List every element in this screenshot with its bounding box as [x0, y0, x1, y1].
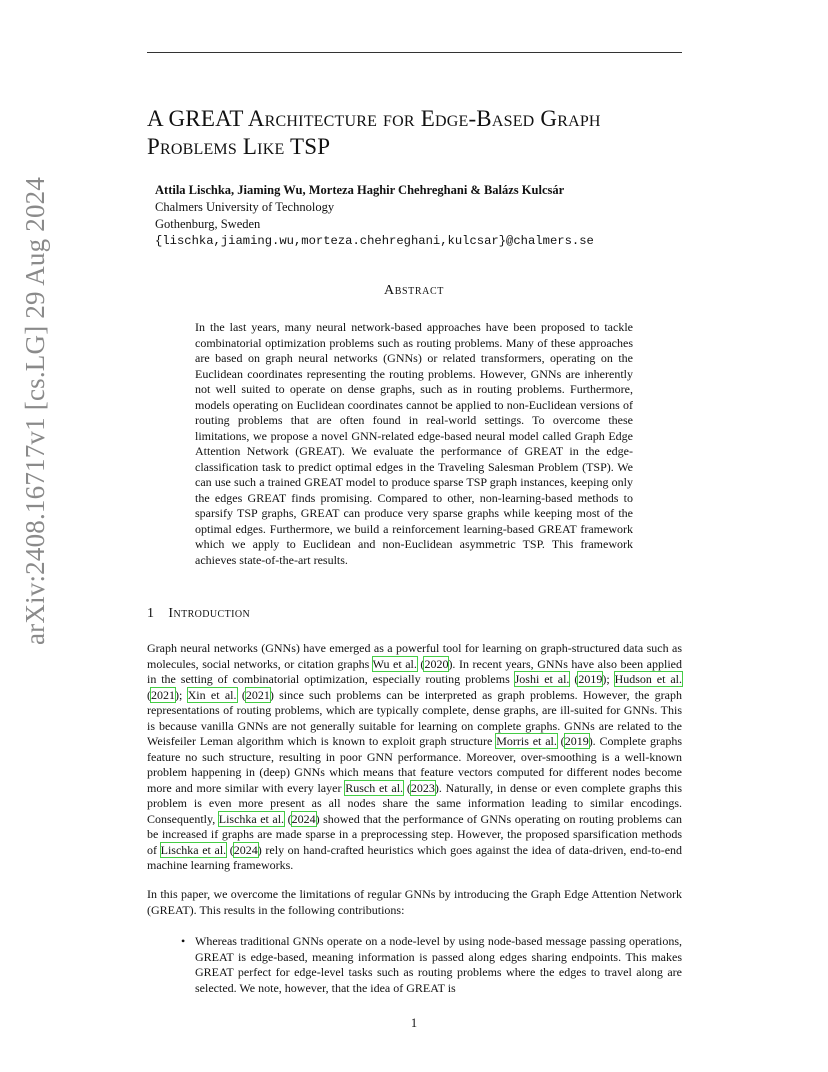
citation-year-link[interactable]: 2023	[410, 780, 435, 795]
author-block	[155, 182, 695, 250]
paper-title	[147, 105, 707, 161]
text-run: ). In recent years, GNNs have also been applied in the setting of combinatorial optimization, especially routing problems	[147, 656, 682, 686]
citation-link[interactable]: Joshi et al.	[514, 672, 570, 686]
text-run: (	[147, 687, 151, 702]
text-run: ). Complete graphs feature no such structure, resulting in poor GNN performance. Moreover, over-smoothing is a well-known problem happening in (deep) GNNs which means that feature vectors computed for different nodes become more and more similar with every layer	[147, 734, 682, 795]
text-run: (	[284, 811, 292, 826]
citation-link[interactable]: Wu et al.	[372, 656, 417, 671]
title-line-2: Problems Like TSP	[147, 134, 331, 159]
bullet-marker: •	[181, 934, 186, 948]
citation-link[interactable]: Rusch et al.	[345, 780, 404, 795]
text-run: (	[226, 842, 234, 857]
text-run: (	[416, 656, 425, 671]
citation-year-link[interactable]: 2020	[424, 656, 449, 671]
text-run: (	[236, 687, 246, 702]
text-run: (	[556, 734, 565, 748]
citation-link[interactable]: Hudson et al.	[614, 672, 683, 686]
intro-paragraph-2: In this paper, we overcome the limitations of regular GNNs by introducing the Graph Edge Attention Network (GREAT). This results in the following contributions:	[147, 887, 682, 917]
section-number: 1	[147, 606, 155, 621]
top-rule	[147, 52, 682, 53]
abstract-heading: Abstract	[384, 283, 444, 298]
section-title: Introduction	[168, 606, 251, 621]
text-run: (	[569, 672, 579, 686]
citation-year-link[interactable]: 2021	[245, 687, 270, 702]
citation-link[interactable]: Lischka et al.	[160, 842, 227, 857]
text-run: ) since such problems can be interpreted as graph problems. However, the graph representations of routing problems, which are typically complete, dense graphs, are ill-suited for GNNs. This is because vanilla GNNs are not generally suitable for learning on complete graphs. GNNs are related to the Weisfeiler Leman algorithm which is known to exploit graph structure	[147, 687, 682, 748]
intro-paragraph-1	[147, 641, 682, 874]
text-run: ) rely on hand-crafted heuristics which goes against the idea of data-driven, end-to-end machine learning frameworks.	[147, 842, 683, 872]
section-heading-introduction	[147, 606, 250, 622]
page-number: 1	[410, 1016, 418, 1030]
citation-year-link[interactable]: 2021	[151, 687, 175, 702]
citation-year-link[interactable]: 2019	[578, 672, 603, 686]
title-line-1: A GREAT Architecture for Edge-Based Graph	[147, 106, 601, 131]
abstract-text: In the last years, many neural network-based approaches have been proposed to tackle combinatorial optimization problems such as routing problems. Many of these approaches are based on graph neural networks (GNNs) or related transformers, operating on the Euclidean coordinates representing the routing problems. However, GNNs are inherently not well suited to operate on dense graphs, such as in routing problems. Furthermore, models operating on Euclidean coordinates cannot be applied to non-Euclidean versions of routing problems that are often found in real-world settings. To overcome these limitations, we propose a novel GNN-related edge-based neural model called Graph Edge Attention Network (GREAT). We evaluate the performance of GREAT in the edge-classification task to predict optimal edges in the Traveling Salesman Problem (TSP). We can use such a trained GREAT model to produce sparse TSP graph instances, keeping only the edges GREAT finds promising. Compared to other, non-learning-based methods to sparsify TSP graphs, GREAT can produce very sparse graphs while keeping most of the optimal edges. Furthermore, we build a reinforcement learning-based GREAT framework which we apply to Euclidean and non-Euclidean asymmetric TSP. This framework achieves state-of-the-art results.	[195, 320, 633, 567]
citation-link[interactable]: Morris et al.	[496, 734, 557, 748]
text-run: );	[602, 672, 615, 686]
text-run: (	[403, 780, 411, 795]
citation-link[interactable]: Lischka et al.	[218, 811, 285, 826]
arxiv-stamp[interactable]: arXiv:2408.16717v1 [cs.LG] 29 Aug 2024	[20, 176, 50, 645]
author-email[interactable]: {lischka,jiaming.wu,morteza.chehreghani,kulcsar}@chalmers.se	[155, 234, 594, 248]
author-location: Gothenburg, Sweden	[155, 217, 261, 231]
text-run: ) showed that the performance of GNNs operating on routing problems can be increased if graphs are made sparse in a preprocessing step. However, the proposed sparsification methods of	[147, 811, 683, 857]
author-names: Attila Lischka, Jiaming Wu, Morteza Haghir Chehreghani & Balázs Kulcsár	[155, 183, 565, 197]
citation-year-link[interactable]: 2024	[291, 811, 316, 826]
text-run: );	[175, 687, 188, 702]
contribution-bullet-1: Whereas traditional GNNs operate on a node-level by using node-based message passing operations, GREAT is edge-based, meaning information is passed along edges sharing endpoints. This makes GREAT perfect for edge-level tasks such as routing problems where the edges to travel along are selected. We note, however, that the idea of GREAT is	[195, 934, 682, 995]
text-run: Graph neural networks (GNNs) have emerged as a powerful tool for learning on graph-structured data such as molecules, social networks, or citation graphs	[147, 641, 682, 671]
citation-year-link[interactable]: 2024	[233, 842, 258, 857]
author-affiliation: Chalmers University of Technology	[155, 200, 335, 214]
citation-year-link[interactable]: 2019	[564, 734, 589, 748]
citation-link[interactable]: Xin et al.	[187, 687, 237, 702]
text-run: ). Naturally, in dense or even complete graphs this problem is even more present as all nodes share the same information leading to similar encodings. Consequently,	[147, 780, 683, 826]
